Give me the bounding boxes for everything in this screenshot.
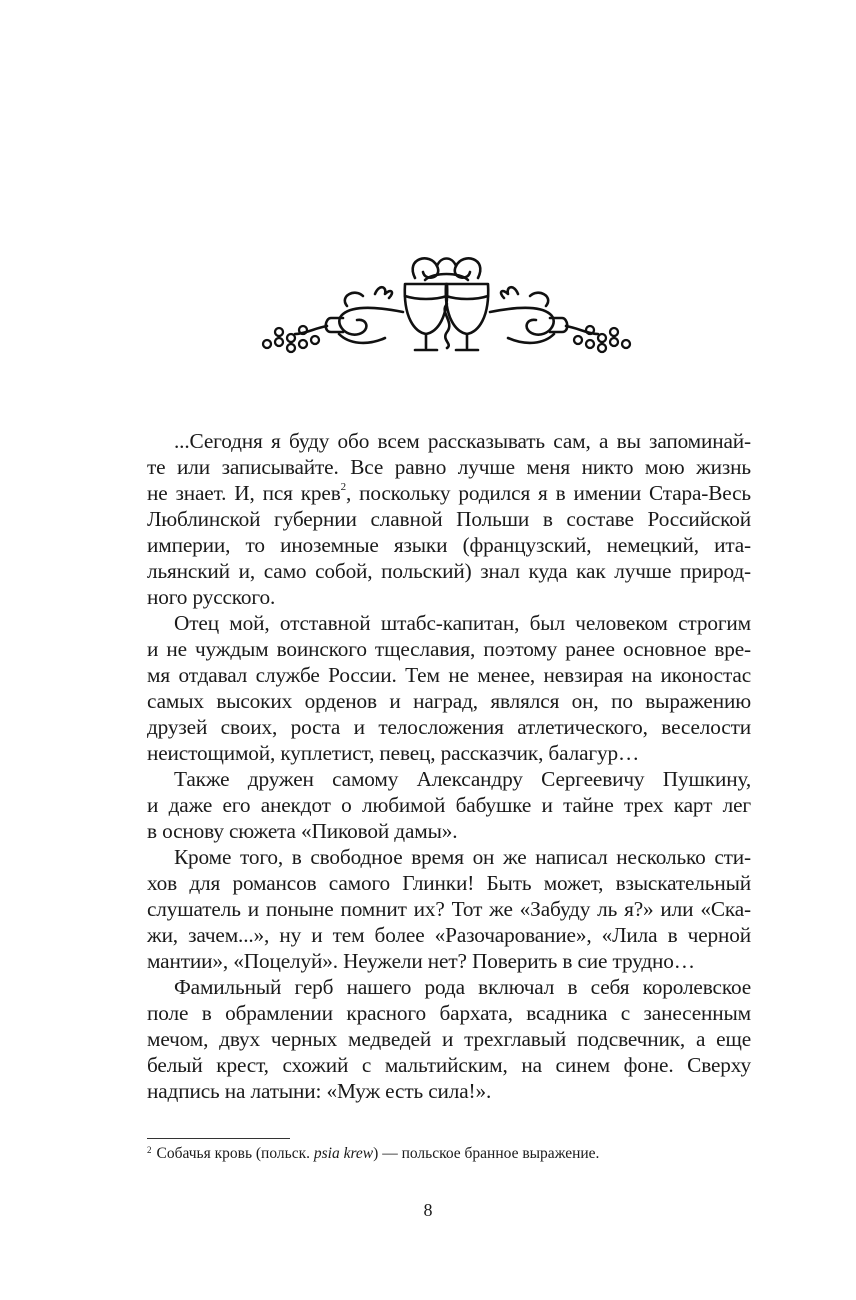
page-number: 8 [423, 1200, 433, 1220]
text-line: Люблинской губернии славной Польши в составе Российской [147, 507, 751, 531]
text-line-with-footnote [147, 480, 751, 506]
text-segment: , поскольку родился я в имении Стара-Весь [345, 481, 751, 505]
text-line: Фамильный герб нашего рода включал в себя королевское [174, 975, 751, 999]
footnote [147, 1144, 599, 1165]
decorative-ornament-icon [255, 248, 638, 358]
footnote-italic-text: psia krew [313, 1145, 374, 1162]
text-line: те или записывайте. Все равно лучше меня никто мою жизнь [147, 455, 751, 479]
text-line: мантии», «Поцелуй». Неужели нет? Поверить в сие трудно… [147, 949, 695, 973]
text-line: ...Сегодня я буду обо всем рассказывать сам, а вы запоминай- [174, 429, 751, 453]
text-line: поле в обрамлении красного бархата, всадника с занесенным [147, 1001, 751, 1025]
text-line: империи, то иноземные языки (французский, немецкий, ита- [147, 533, 751, 557]
text-segment: не знает. И, пся крев [147, 481, 341, 505]
text-line: надпись на латыни: «Муж есть сила!». [147, 1079, 492, 1103]
main-text [147, 428, 751, 1104]
text-line: Отец мой, отставной штабс-капитан, был человеком строгим [174, 611, 751, 635]
text-line: ного русского. [147, 585, 276, 609]
text-line: Также дружен самому Александру Сергеевичу Пушкину, [174, 767, 751, 791]
footnote-divider [147, 1138, 290, 1139]
text-line: мечом, двух черных медведей и трехглавый подсвечник, а еще [147, 1027, 751, 1051]
text-line: хов для романсов самого Глинки! Быть может, взыскательный [147, 871, 751, 895]
text-line: Кроме того, в свободное время он же написал несколько сти- [174, 845, 751, 869]
footnote-text: ) — польское бранное выражение. [373, 1145, 600, 1162]
footnote-number: 2 [147, 1145, 152, 1155]
text-line: льянский и, само собой, польский) знал куда как лучше природ- [147, 559, 751, 583]
text-line: самых высоких орденов и наград, являлся он, по выражению [147, 689, 751, 713]
text-line: и даже его анекдот о любимой бабушке и тайне трех карт лег [147, 793, 751, 817]
text-line: неистощимой, куплетист, певец, рассказчик, балагур… [147, 741, 640, 765]
text-line: мя отдавал службе России. Тем не менее, невзирая на иконостас [147, 663, 751, 687]
text-line: в основу сюжета «Пиковой дамы». [147, 819, 458, 843]
text-line: друзей своих, роста и телосложения атлетического, веселости [147, 715, 751, 739]
text-line: жи, зачем...», ну и тем более «Разочарование», «Лила в черной [147, 923, 751, 947]
text-line: белый крест, схожий с мальтийским, на синем фоне. Сверху [147, 1053, 751, 1077]
footnote-reference: 2 [340, 480, 346, 493]
text-line: и не чуждым воинского тщеславия, поэтому ранее основное вре- [147, 637, 751, 661]
footnote-text: Собачья кровь (польск. [156, 1145, 314, 1162]
text-line: слушатель и поныне помнит их? Тот же «Забуду ль я?» или «Ска- [147, 897, 751, 921]
